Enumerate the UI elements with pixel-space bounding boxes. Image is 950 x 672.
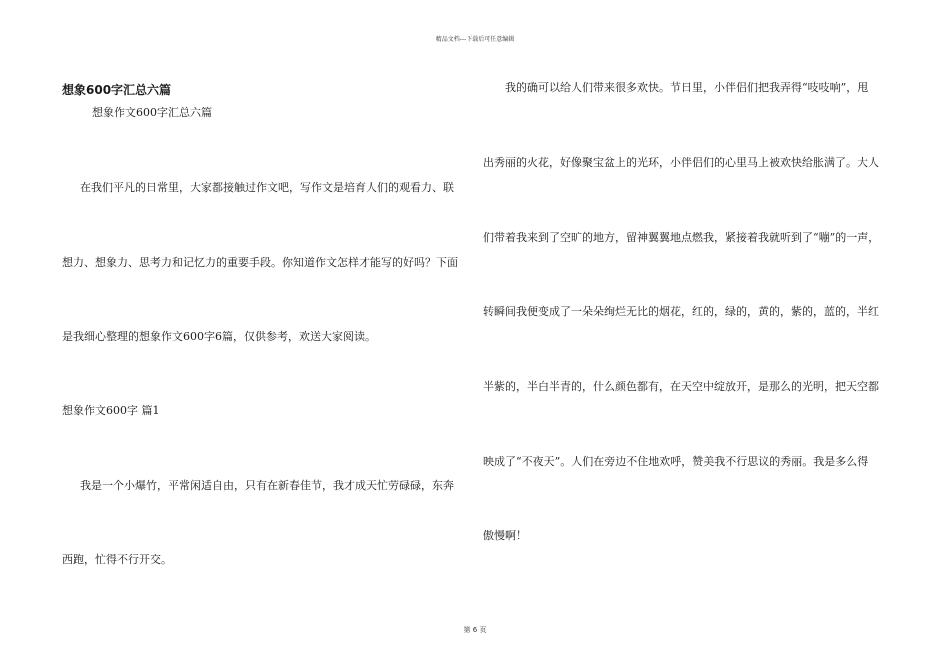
paragraph-line: 我是一个小爆竹，平常闲适自由，只有在新春佳节，我才成天忙劳碌碌，东奔: [80, 479, 454, 492]
paragraph-line: 想力、想象力、思考力和记忆力的重要手段。你知道作文怎样才能写的好吗？下面: [62, 256, 458, 269]
paragraph-line: 半紫的，半白半青的，什么颜色都有，在天空中绽放开，是那么的光明，把天空都: [483, 380, 879, 393]
paragraph-line: 是我细心整理的想象作文600字6篇，仅供参考，欢送大家阅读。: [62, 330, 376, 343]
section-heading: 想象作文600字 篇1: [62, 404, 160, 417]
paragraph-line: 们带着我来到了空旷的地方，留神翼翼地点燃我，紧接着我就听到了“嘣”的一声，: [483, 231, 880, 244]
page-number: 第 6 页: [463, 626, 487, 634]
paragraph-line: 我的确可以给人们带来很多欢快。节日里，小伴侣们把我弄得“吱吱响”，甩: [505, 81, 869, 94]
paragraph-line: 在我们平凡的日常里，大家都接触过作文吧，写作文是培育人们的观看力、联: [80, 181, 454, 194]
paragraph-line: 出秀丽的火花，好像聚宝盆上的光环，小伴侣们的心里马上被欢快给胀满了。大人: [483, 156, 879, 169]
paragraph-line: 西跑，忙得不行开交。: [62, 553, 172, 566]
document-title: 想象600字汇总六篇: [62, 83, 172, 97]
document-subtitle: 想象作文600字汇总六篇: [92, 106, 212, 119]
page-header: 精品文档---下载后可任意编辑: [435, 36, 515, 43]
paragraph-line: 映成了“不夜天”。人们在旁边不住地欢呼，赞美我不行思议的秀丽。我是多么得: [483, 455, 869, 468]
paragraph-line: 傲慢啊！: [483, 529, 527, 542]
paragraph-line: 转瞬间我便变成了一朵朵绚烂无比的烟花，红的，绿的，黄的，紫的，蓝的，半红: [483, 305, 879, 318]
